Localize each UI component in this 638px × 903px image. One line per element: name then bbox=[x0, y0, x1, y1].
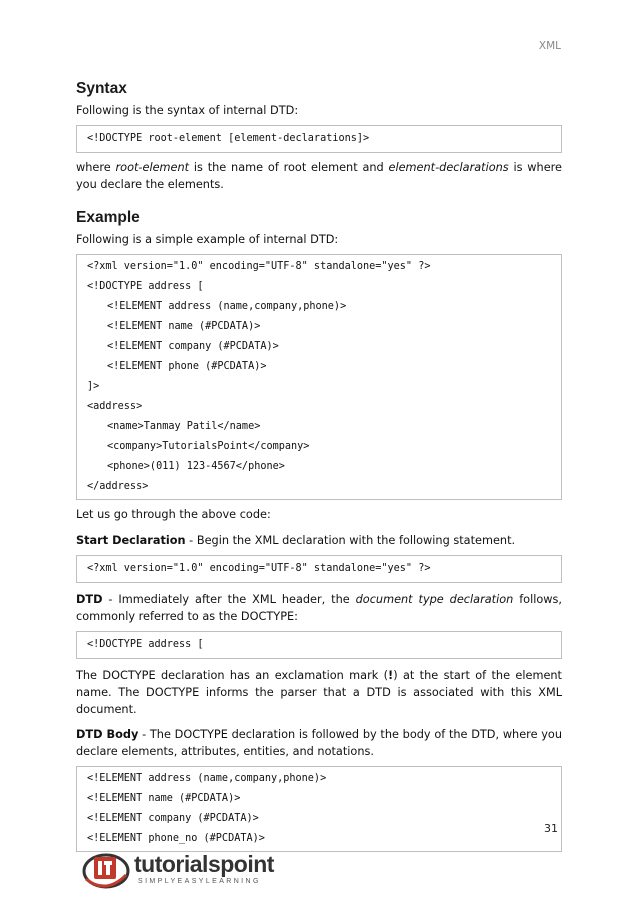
example-intro: Following is a simple example of internal DTD: bbox=[76, 233, 339, 246]
dtd-text: DTD - Immediately after the XML header, the document type declaration follows, commonly referred to as the DOCTYPE: bbox=[76, 593, 562, 623]
syntax-code-block bbox=[76, 125, 562, 153]
dtd-body-text: DTD Body - The DOCTYPE declaration is followed by the body of the DTD, where you declare elements, attributes, entities, and notations. bbox=[76, 728, 562, 758]
start-declaration-text: Start Declaration - Begin the XML declaration with the following statement. bbox=[76, 534, 516, 547]
example-heading: Example bbox=[76, 209, 140, 226]
code-line: <!ELEMENT company (#PCDATA)> bbox=[107, 341, 279, 352]
start-declaration-code-block bbox=[76, 555, 562, 583]
logo-emblem-icon bbox=[80, 845, 136, 893]
running-header: XML bbox=[538, 40, 561, 52]
code-line: <!DOCTYPE root-element [element-declarations]> bbox=[87, 133, 370, 144]
dtd-note: The DOCTYPE declaration has an exclamation mark (!) at the start of the element name. The DOCTYPE informs the parser that a DTD is associated with this XML document. bbox=[76, 669, 562, 716]
code-line: <!ELEMENT address (name,company,phone)> bbox=[107, 301, 347, 312]
example-after-text: Let us go through the above code: bbox=[76, 508, 271, 521]
code-line: <?xml version="1.0" encoding="UTF-8" standalone="yes" ?> bbox=[87, 563, 431, 574]
code-line: ]> bbox=[87, 381, 100, 392]
syntax-heading: Syntax bbox=[76, 80, 127, 97]
syntax-intro: Following is the syntax of internal DTD: bbox=[76, 104, 299, 117]
logo-wordmark: tutorialspoint bbox=[134, 851, 274, 877]
page-number: 31 bbox=[544, 822, 558, 835]
code-line: <phone>(011) 123-4567</phone> bbox=[107, 461, 285, 472]
logo-tagline: SIMPLYEASYLEARNING bbox=[138, 878, 261, 885]
code-line: <!ELEMENT name (#PCDATA)> bbox=[87, 793, 241, 804]
code-line: <address> bbox=[87, 401, 143, 412]
code-line: <!ELEMENT phone_no (#PCDATA)> bbox=[87, 833, 265, 844]
code-line: <!ELEMENT phone (#PCDATA)> bbox=[107, 361, 267, 372]
code-line: <?xml version="1.0" encoding="UTF-8" standalone="yes" ?> bbox=[87, 261, 431, 272]
dtd-body-code-block bbox=[76, 766, 562, 852]
syntax-description: where root-element is the name of root element and element-declarations is where you declare the elements. bbox=[76, 161, 563, 191]
code-line: <!DOCTYPE address [ bbox=[87, 281, 204, 292]
tutorialspoint-logo bbox=[80, 845, 280, 893]
code-line: <!ELEMENT company (#PCDATA)> bbox=[87, 813, 259, 824]
page-content bbox=[76, 80, 562, 852]
code-line: <name>Tanmay Patil</name> bbox=[107, 421, 261, 432]
code-line: <company>TutorialsPoint</company> bbox=[107, 441, 310, 452]
code-line: <!DOCTYPE address [ bbox=[87, 639, 204, 650]
code-line: <!ELEMENT name (#PCDATA)> bbox=[107, 321, 261, 332]
example-code-block bbox=[76, 254, 562, 500]
code-line: </address> bbox=[87, 481, 149, 492]
code-line: <!ELEMENT address (name,company,phone)> bbox=[87, 773, 327, 784]
dtd-code-block bbox=[76, 631, 562, 659]
